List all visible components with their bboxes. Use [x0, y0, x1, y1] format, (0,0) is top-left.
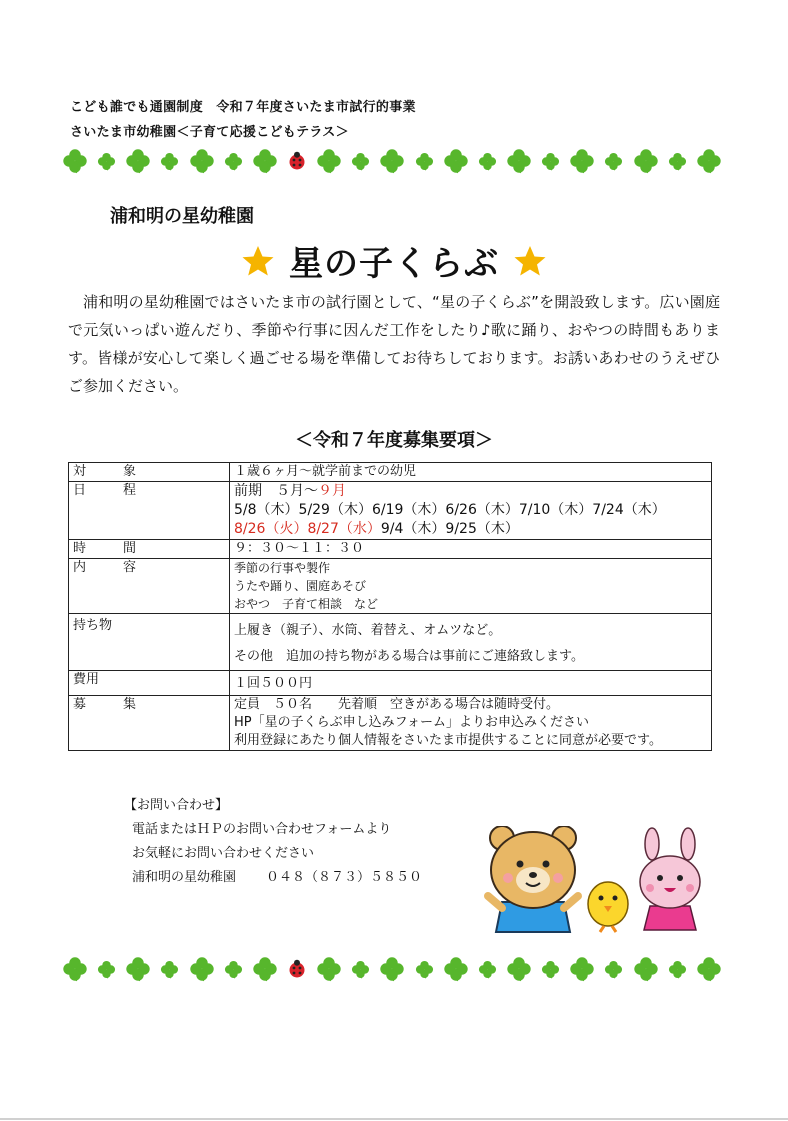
schedule-period: 前期 ５月～９月 — [234, 483, 346, 499]
clover-icon — [696, 956, 722, 982]
schedule-period-end: ９月 — [318, 483, 346, 499]
clover-icon — [569, 148, 595, 174]
contact-heading: 【お問い合わせ】 — [124, 798, 229, 813]
clover-icon — [252, 956, 278, 982]
clover-icon — [62, 148, 88, 174]
clover-icon — [569, 956, 595, 982]
row-label: 募 集 — [69, 696, 230, 751]
row-label: 費用 — [69, 671, 230, 696]
clover-icon — [633, 956, 659, 982]
clover-icon — [379, 148, 405, 174]
clover-icon — [125, 148, 151, 174]
clover-icon — [189, 148, 215, 174]
page-edge-divider — [0, 1118, 788, 1120]
star-icon — [513, 244, 547, 278]
clover-icon — [443, 148, 469, 174]
clover-border-top — [62, 144, 722, 178]
contact-line-2: お気軽にお問い合わせください — [132, 846, 315, 861]
row-label: 日 程 — [69, 482, 230, 540]
row-label: 対 象 — [69, 463, 230, 482]
table-row — [69, 614, 712, 671]
intro-paragraph: 浦和明の星幼稚園ではさいたま市の試行園として、“星の子くらぶ”を開設致します。広い園庭で元気いっぱい遊んだり、季節や行事に因んだ工作をしたり♪歌に踊り、おやつの時間もあります。皆様が安心して楽しく過ごせる場を準備してお待ちしております。お誘いあわせのうえぜひご参加ください。 — [68, 293, 720, 395]
clover-icon — [224, 960, 243, 979]
bear-illustration — [488, 826, 578, 932]
clover-icon — [62, 956, 88, 982]
clover-icon — [189, 956, 215, 982]
table-row — [69, 671, 712, 696]
row-label: 時 間 — [69, 540, 230, 559]
section-title: ＜令和７年度募集要項＞ — [295, 430, 493, 451]
schedule-dates-1: 5/8（木）5/29（木）6/19（木）6/26（木）7/10（木）7/24（木） — [234, 502, 666, 518]
clover-icon — [160, 152, 179, 171]
table-row — [69, 540, 712, 559]
row-label: 持ち物 — [69, 614, 230, 671]
row-value: 上履き（親子）、水筒、着替え、オムツなど。 その他 追加の持ち物がある場合は事前にご連絡致します。 — [230, 614, 712, 671]
contact-name: 浦和明の星幼稚園 — [132, 870, 237, 885]
clover-icon — [415, 960, 434, 979]
clover-icon — [668, 960, 687, 979]
clover-border-bottom — [62, 952, 722, 986]
row-value: １回５００円 — [230, 671, 712, 696]
clover-icon — [224, 152, 243, 171]
contact-phone: ０４８（８７３）５８５０ — [266, 870, 423, 885]
schedule-dates-2: 8/26（火）8/27（水）9/4（木）9/25（木） — [234, 521, 519, 537]
organization-name: 浦和明の星幼稚園 — [110, 206, 254, 227]
title-block — [0, 236, 788, 285]
clover-icon — [316, 956, 342, 982]
row-value — [230, 482, 712, 540]
table-row — [69, 696, 712, 751]
clover-icon — [541, 960, 560, 979]
clover-icon — [478, 152, 497, 171]
rabbit-illustration — [640, 828, 700, 930]
clover-icon — [351, 152, 370, 171]
table-row — [69, 463, 712, 482]
row-value: １歳６ヶ月～就学前までの幼児 — [230, 463, 712, 482]
clover-icon — [506, 956, 532, 982]
clover-icon — [97, 152, 116, 171]
clover-icon — [252, 148, 278, 174]
clover-icon — [633, 148, 659, 174]
mascot-illustration — [484, 826, 734, 936]
clover-icon — [604, 152, 623, 171]
table-row — [69, 559, 712, 614]
schedule-dates-red: 8/26（火）8/27（水） — [234, 521, 381, 537]
page-title: 星の子くらぶ — [289, 244, 499, 284]
row-value: ９：３０～１１：３０ — [230, 540, 712, 559]
header-line-2: さいたま市幼稚園＜子育て応援こどもテラス＞ — [70, 125, 349, 140]
header-line-1: こども誰でも通園制度 令和７年度さいたま市試行的事業 — [70, 100, 416, 115]
row-value: 季節の行事や製作 うたや踊り、園庭あそび おやつ 子育て相談 など — [230, 559, 712, 614]
clover-icon — [506, 148, 532, 174]
chick-illustration — [588, 882, 628, 932]
table-row — [69, 482, 712, 540]
clover-icon — [415, 152, 434, 171]
clover-icon — [160, 960, 179, 979]
ladybug-icon — [287, 959, 307, 979]
clover-icon — [541, 152, 560, 171]
row-label: 内 容 — [69, 559, 230, 614]
row-value: 定員 ５０名 先着順 空きがある場合は随時受付。 HP「星の子くらぶ申し込みフォーム」よりお申込みください 利用登録にあたり個人情報をさいたま市提供することに同意が必要です。 — [230, 696, 712, 751]
clover-icon — [604, 960, 623, 979]
clover-icon — [443, 956, 469, 982]
clover-icon — [351, 960, 370, 979]
clover-icon — [97, 960, 116, 979]
clover-icon — [125, 956, 151, 982]
clover-icon — [316, 148, 342, 174]
contact-line-1: 電話またはＨＰのお問い合わせフォームより — [132, 822, 392, 837]
clover-icon — [668, 152, 687, 171]
clover-icon — [478, 960, 497, 979]
star-icon — [241, 244, 275, 278]
clover-icon — [379, 956, 405, 982]
requirements-table — [68, 462, 712, 751]
contact-name-phone — [132, 866, 422, 885]
ladybug-icon — [287, 151, 307, 171]
clover-icon — [696, 148, 722, 174]
